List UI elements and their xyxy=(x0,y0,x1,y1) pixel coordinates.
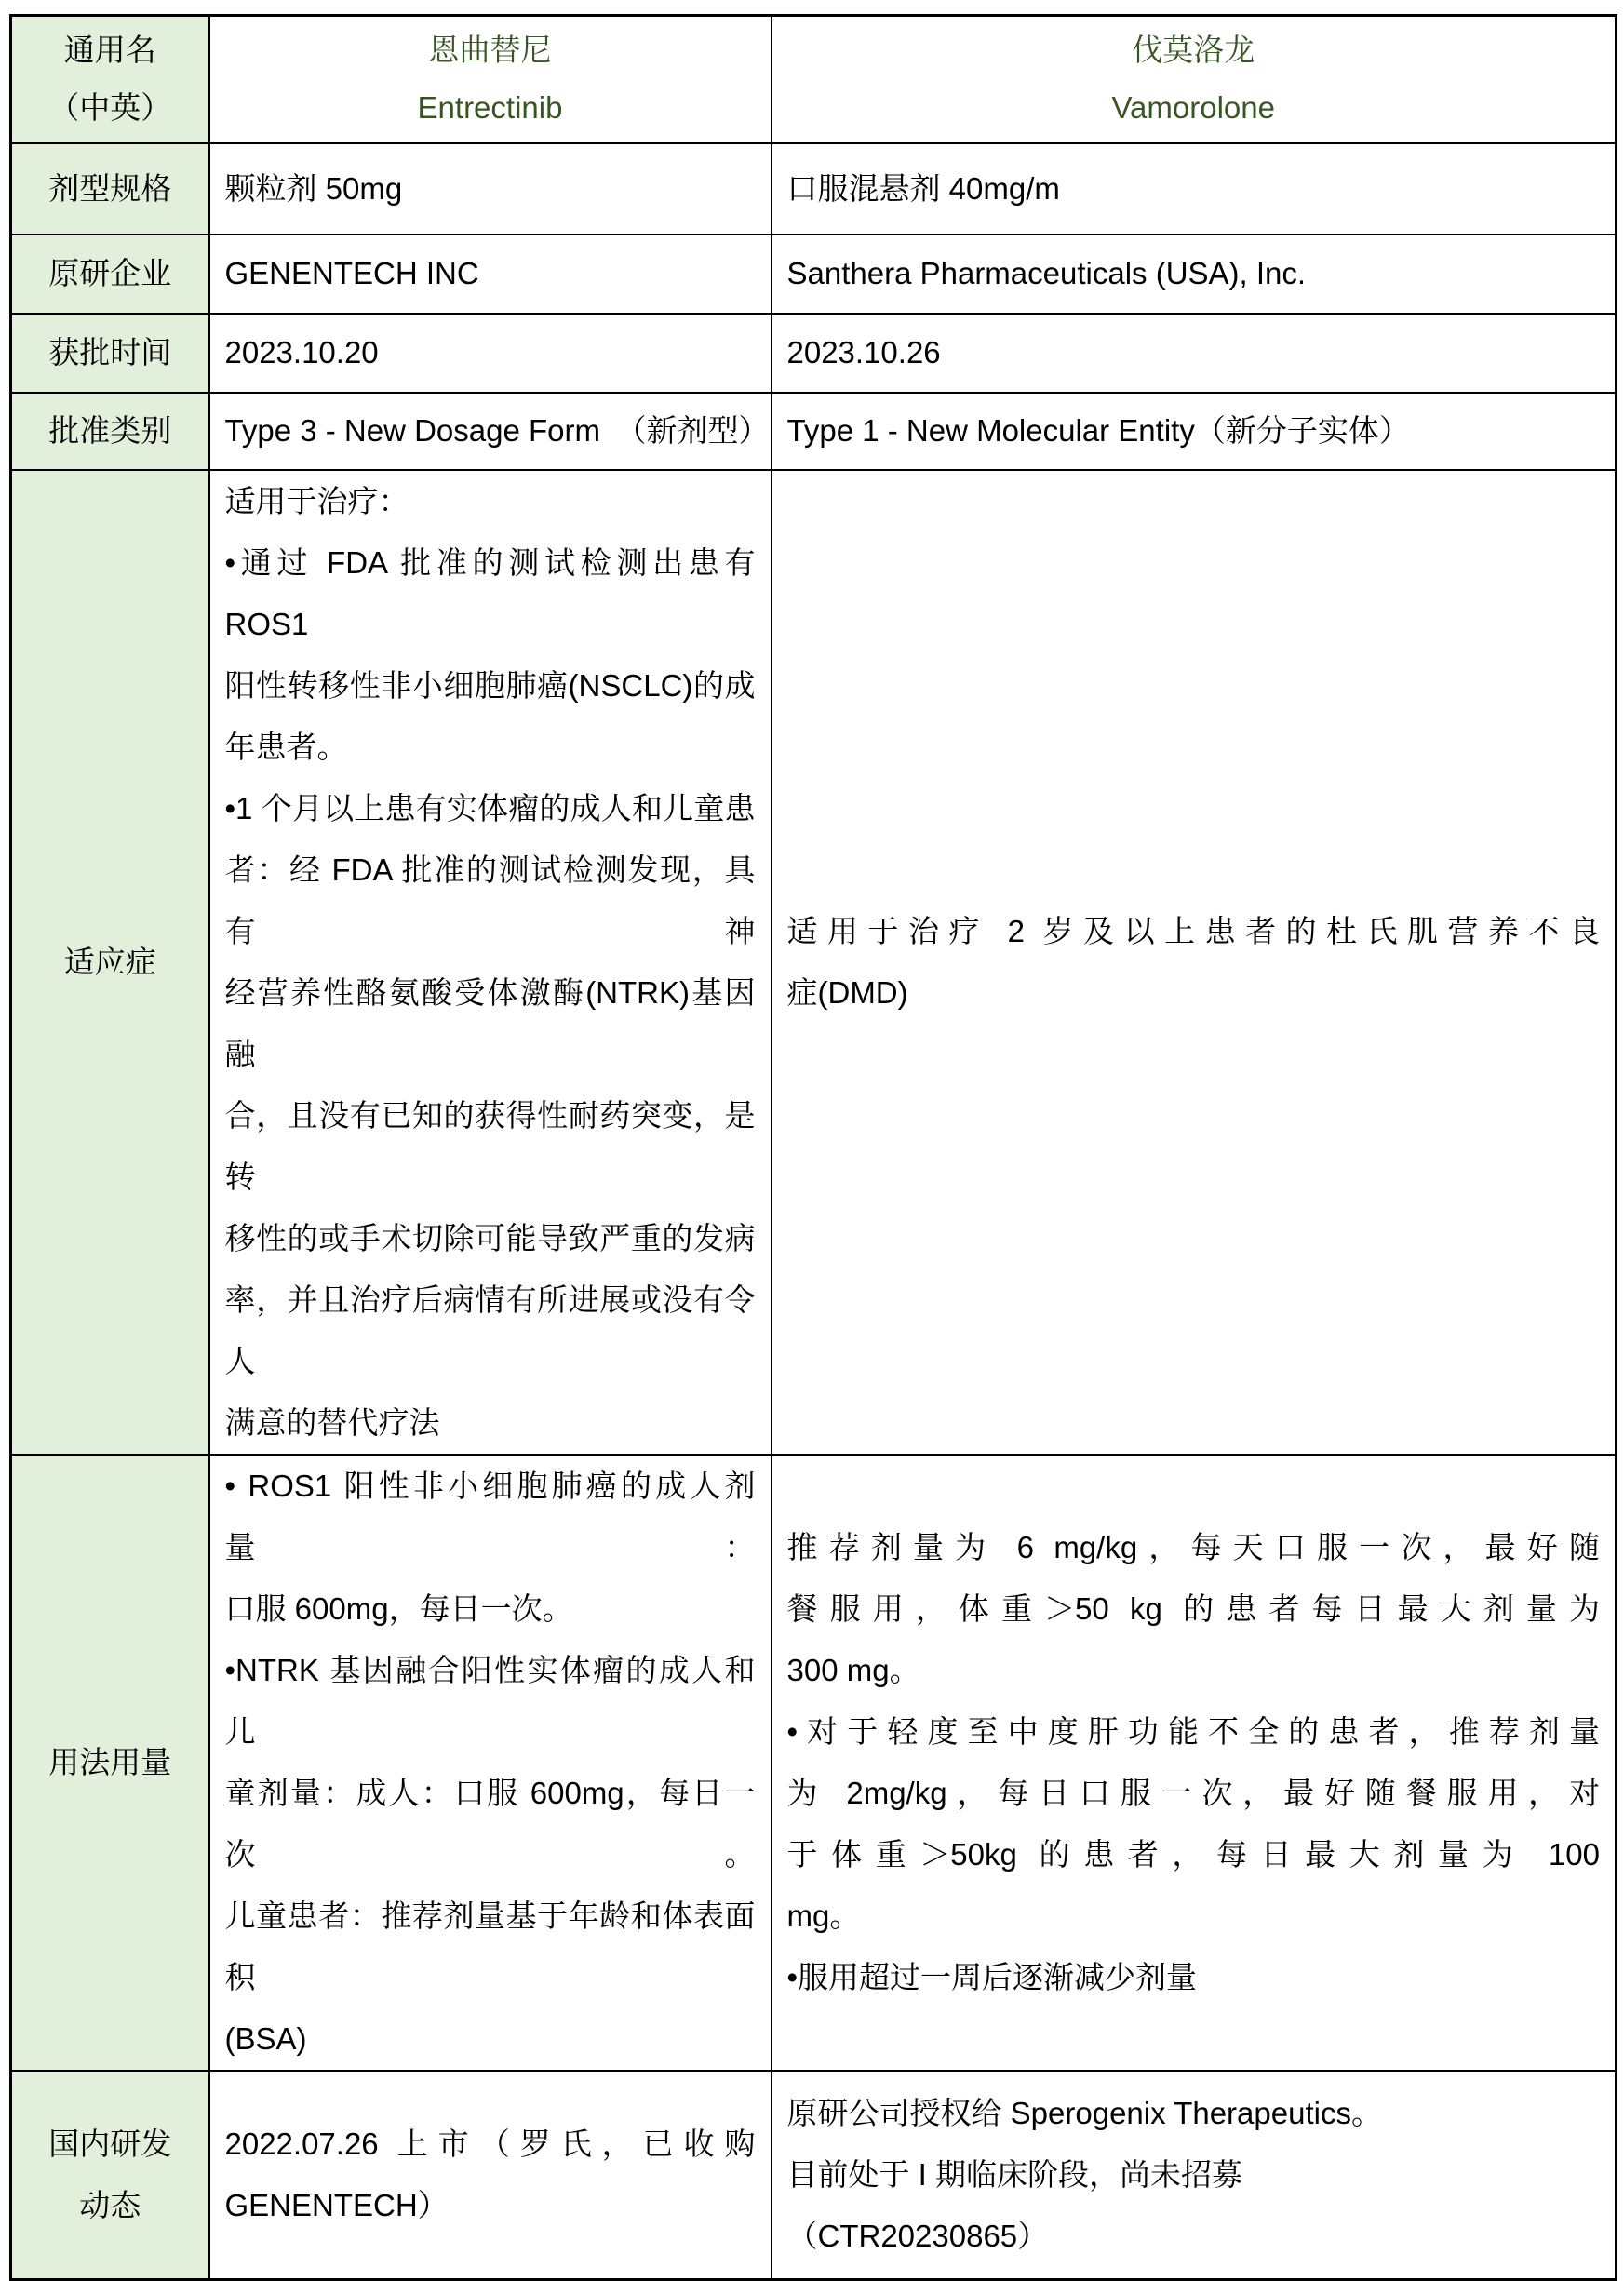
generic-name-row-header: 通用名 （中英） xyxy=(11,16,209,143)
originator-row-header: 原研企业 xyxy=(11,235,209,314)
cell-approval-category-vamorolone: Type 1 - New Molecular Entity（新分子实体） xyxy=(772,393,1617,470)
cell-indications-entrectinib: 适用于治疗： •通过 FDA 批准的测试检测出患有 ROS1 阳性转移性非小细胞肺癌(NSCLC)的成 年患者。 •1 个月以上患有实体瘤的成人和儿童患 者：经 FDA 批准的测试检测发现，具有神 经营养性酪氨酸受体激酶(NTRK)基因融 合，且没有已知的获得性耐药突变，是转 移性的或手术切除可能导致严重的发病 率，并且治疗后病情有所进展或没有令人 满意的替代疗法 xyxy=(209,470,772,1455)
cell-approval-date-entrectinib: 2023.10.20 xyxy=(209,314,772,393)
row-domestic-rd xyxy=(11,2071,1617,2280)
dosage-usage-row-header: 用法用量 xyxy=(11,1455,209,2071)
approval-date-row-header: 获批时间 xyxy=(11,314,209,393)
row-dosage-usage xyxy=(11,1455,1617,2071)
drug2-name-cell xyxy=(772,16,1617,143)
cell-dosage-form-vamorolone: 口服混悬剂 40mg/m xyxy=(772,143,1617,235)
cell-dosage-usage-entrectinib: • ROS1 阳性非小细胞肺癌的成人剂量： 口服 600mg，每日一次。 •NTRK 基因融合阳性实体瘤的成人和儿 童剂量：成人：口服 600mg，每日一次。 儿童患者：推荐剂量基于年龄和体表面积 (BSA) xyxy=(209,1455,772,2071)
row-generic-name xyxy=(11,16,1617,143)
cell-originator-entrectinib: GENENTECH INC xyxy=(209,235,772,314)
cell-approval-category-entrectinib: Type 3 - New Dosage Form （新剂型） xyxy=(209,393,772,470)
domestic-rd-row-header: 国内研发 动态 xyxy=(11,2071,209,2280)
row-approval-category xyxy=(11,393,1617,470)
cell-dosage-form-entrectinib: 颗粒剂 50mg xyxy=(209,143,772,235)
drug1-name-zh: 恩曲替尼 xyxy=(428,33,552,68)
cell-approval-date-vamorolone: 2023.10.26 xyxy=(772,314,1617,393)
drug-comparison-table xyxy=(9,14,1617,2281)
cell-dosage-usage-vamorolone: 推荐剂量为 6 mg/kg，每天口服一次，最好随 餐服用，体重＞50 kg 的患者每日最大剂量为 300 mg。 •对于轻度至中度肝功能不全的患者，推荐剂量 为 2mg/kg，每日口服一次，最好随餐服用，对 于体重＞50kg 的患者，每日最大剂量为 100 mg。 •服用超过一周后逐渐减少剂量 xyxy=(772,1455,1617,2071)
row-approval-date xyxy=(11,314,1617,393)
dosage-form-row-header: 剂型规格 xyxy=(11,143,209,235)
approval-category-row-header: 批准类别 xyxy=(11,393,209,470)
row-originator xyxy=(11,235,1617,314)
row-indications xyxy=(11,470,1617,1455)
cell-domestic-rd-entrectinib: 2022.07.26 上市（罗氏，已收购 GENENTECH） xyxy=(209,2071,772,2280)
drug1-name-cell xyxy=(209,16,772,143)
cell-indications-vamorolone: 适用于治疗 2 岁及以上患者的杜氏肌营养不良 症(DMD) xyxy=(772,470,1617,1455)
drug2-name-en: Vamorolone xyxy=(1111,90,1275,126)
drug2-name-zh: 伐莫洛龙 xyxy=(1132,33,1255,68)
indications-row-header: 适应症 xyxy=(11,470,209,1455)
cell-originator-vamorolone: Santhera Pharmaceuticals (USA), Inc. xyxy=(772,235,1617,314)
cell-domestic-rd-vamorolone: 原研公司授权给 Sperogenix Therapeutics。 目前处于 I 期临床阶段，尚未招募 （CTR20230865） xyxy=(772,2071,1617,2280)
row-dosage-form xyxy=(11,143,1617,235)
drug1-name-en: Entrectinib xyxy=(417,90,563,126)
